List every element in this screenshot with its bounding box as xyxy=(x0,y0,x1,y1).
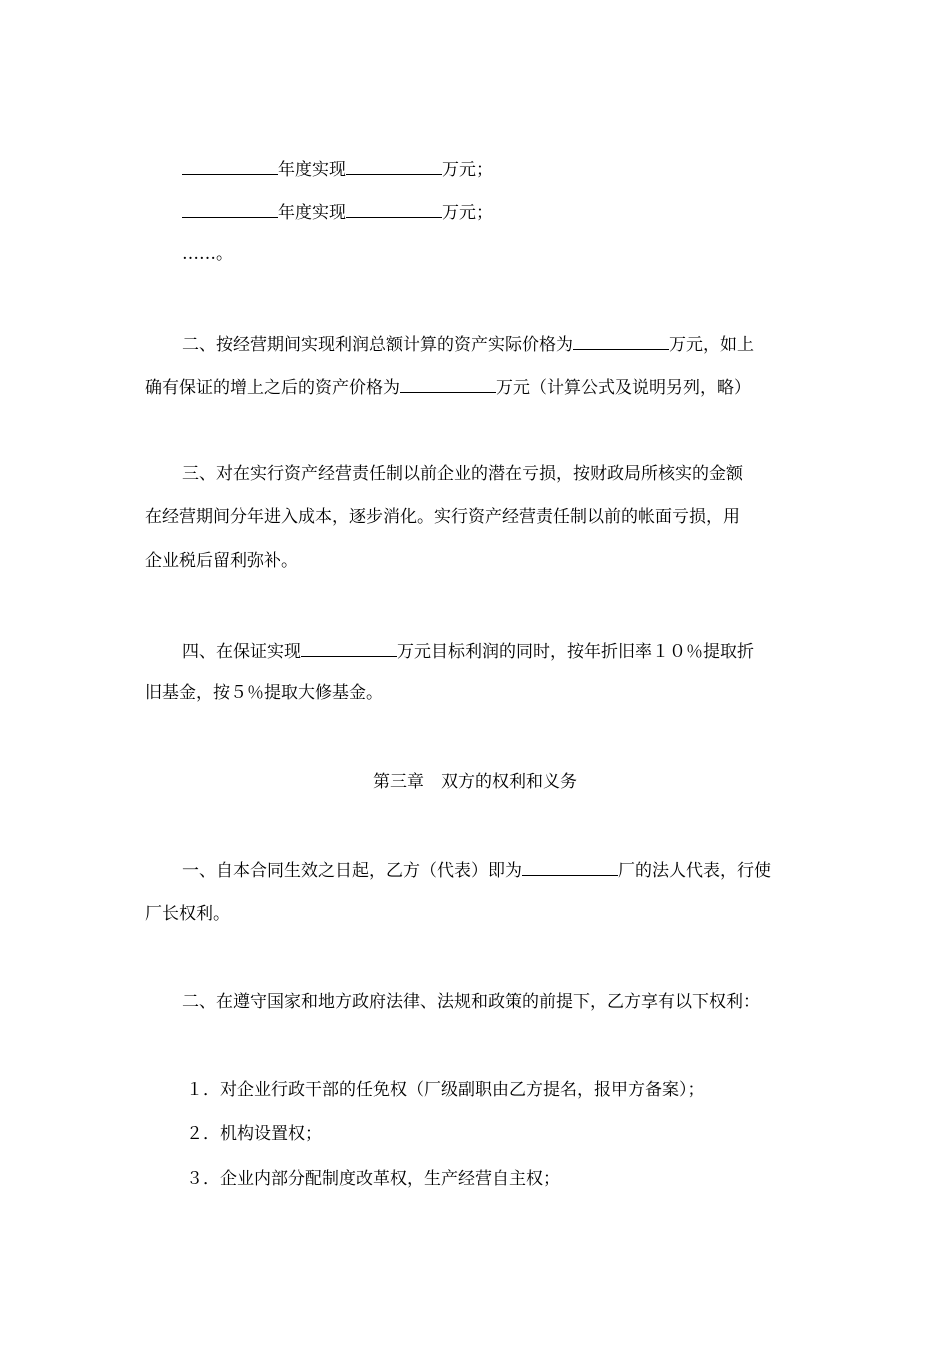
clause-3-line-3: 企业税后留利弥补。 xyxy=(145,551,298,571)
amount-blank[interactable] xyxy=(346,156,442,175)
chapter-3-clause-1-text-a: 一、自本合同生效之日起，乙方（代表）即为 xyxy=(182,861,522,881)
annual-profit-row-1 xyxy=(182,156,493,180)
clause-4-text-a: 四、在保证实现 xyxy=(182,642,301,662)
clause-2-text-c: 确有保证的增上之后的资产价格为 xyxy=(145,378,400,398)
chapter-3-clause-1-line-1 xyxy=(182,857,771,881)
clause-3-line-2: 在经营期间分年进入成本，逐步消化。实行资产经营责任制以前的帐面亏损，用 xyxy=(145,507,740,527)
factory-name-blank[interactable] xyxy=(522,857,618,876)
unit-label: 万元； xyxy=(442,203,493,223)
clause-3-line-1: 三、对在实行资产经营责任制以前企业的潜在亏损，按财政局所核实的金额 xyxy=(182,464,743,484)
year-blank[interactable] xyxy=(182,156,278,175)
year-blank[interactable] xyxy=(182,199,278,218)
actual-price-blank[interactable] xyxy=(573,331,669,350)
annual-profit-ellipsis: ……。 xyxy=(182,244,233,264)
chapter-3-clause-1-text-b: 厂的法人代表，行使 xyxy=(618,861,771,881)
year-label: 年度实现 xyxy=(278,203,346,223)
clause-2-text-a: 二、按经营期间实现利润总额计算的资产实际价格为 xyxy=(182,335,573,355)
clause-4-line-2: 旧基金，按５％提取大修基金。 xyxy=(145,683,383,703)
clause-2-line-1 xyxy=(182,331,754,355)
unit-label: 万元； xyxy=(442,160,493,180)
rights-item-2: ２．机构设置权； xyxy=(186,1124,322,1144)
rights-item-3: ３．企业内部分配制度改革权，生产经营自主权； xyxy=(186,1169,560,1189)
amount-blank[interactable] xyxy=(346,199,442,218)
year-label: 年度实现 xyxy=(278,160,346,180)
clause-4-text-b: 万元目标利润的同时，按年折旧率１０％提取折 xyxy=(397,642,754,662)
chapter-3-clause-1-line-2: 厂长权利。 xyxy=(145,904,230,924)
clause-2-line-2 xyxy=(145,374,751,398)
target-profit-blank[interactable] xyxy=(301,638,397,657)
clause-4-line-1 xyxy=(182,638,754,662)
adjusted-price-blank[interactable] xyxy=(400,374,496,393)
clause-2-text-b: 万元，如上 xyxy=(669,335,754,355)
rights-item-1: １．对企业行政干部的任免权（厂级副职由乙方提名，报甲方备案）； xyxy=(186,1080,705,1100)
chapter-3-title: 第三章 双方的权利和义务 xyxy=(373,772,577,792)
annual-profit-row-2 xyxy=(182,199,493,223)
clause-2-text-d: 万元（计算公式及说明另列，略） xyxy=(496,378,751,398)
chapter-3-clause-2-line-1: 二、在遵守国家和地方政府法律、法规和政策的前提下，乙方享有以下权利： xyxy=(182,992,760,1012)
